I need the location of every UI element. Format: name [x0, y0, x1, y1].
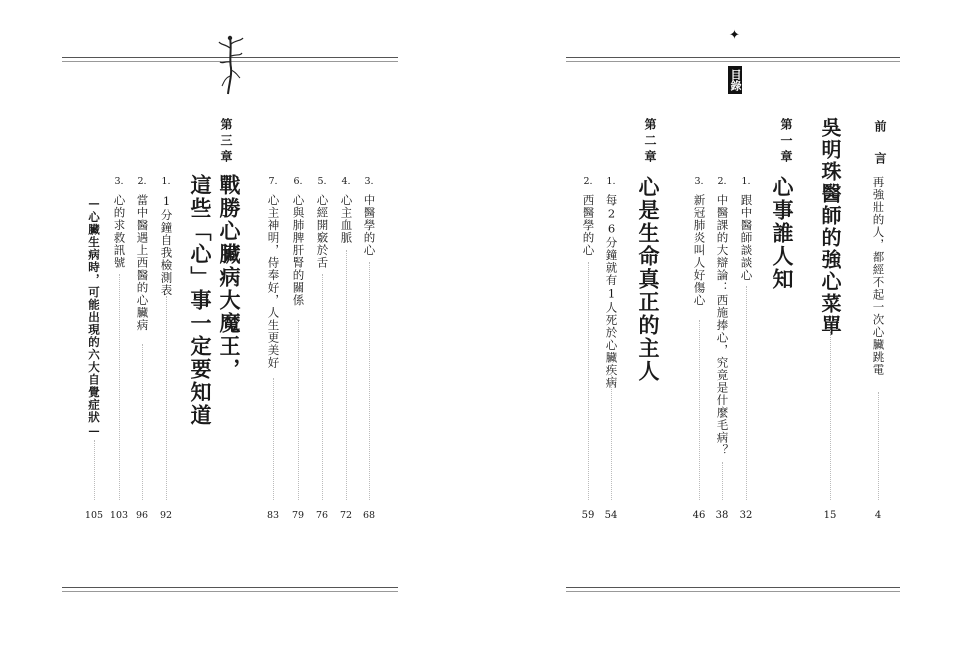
chapter3-label: 第三章 [219, 118, 233, 166]
entry-text[interactable]: 1分鐘自我檢測表 [159, 194, 174, 297]
bottom-rule [566, 587, 900, 588]
chapter2-label: 第二章 [643, 118, 657, 166]
leader-dots [746, 286, 747, 500]
intro-page: 15 [823, 510, 837, 521]
entry-index: 5. [317, 176, 327, 187]
leader-dots [722, 462, 723, 500]
intro-title[interactable]: 吳明珠醫師的強心菜單 [818, 117, 842, 337]
chapter3-title-line2: 這些「心」事一定要知道 [188, 174, 213, 427]
entry-text[interactable]: 當中醫遇上西醫的心臟病 [135, 194, 150, 332]
entry-text[interactable]: 每26分鐘就有1人死於心臟疾病 [604, 194, 619, 389]
entry-index: 3. [694, 176, 704, 187]
chapter3-title-line1: 戰勝心臟病大魔王， [217, 174, 242, 381]
entry-text[interactable]: 跟中醫師談談心 [739, 194, 754, 282]
entry-page: 92 [159, 510, 173, 521]
entry-index: 1. [161, 176, 171, 187]
leader-dots [878, 392, 879, 500]
herb-root-icon [216, 34, 246, 96]
preface-text[interactable]: 再強壯的人，都經不起一次心臟跳電 [871, 176, 886, 376]
entry-index: 3. [114, 176, 124, 187]
entry-index: 6. [293, 176, 303, 187]
leader-dots [588, 262, 589, 500]
entry-page: 72 [339, 510, 353, 521]
bottom-rule-thin [566, 591, 900, 592]
entry-page: 83 [266, 510, 280, 521]
entry-page: 96 [135, 510, 149, 521]
leader-dots [369, 262, 370, 500]
leader-dots [699, 320, 700, 500]
entry-text[interactable]: 中醫課的大辯論：西施捧心，究竟是什麼毛病？ [715, 194, 730, 457]
leader-dots [94, 440, 95, 500]
entry-index: 1. [606, 176, 616, 187]
leader-dots [273, 378, 274, 500]
entry-index: 2. [583, 176, 593, 187]
entry-index: 3. [364, 176, 374, 187]
entry-text[interactable]: 西醫學的心 [581, 194, 596, 257]
entry-text[interactable]: 心經開竅於舌 [315, 194, 330, 269]
entry-page: 76 [315, 510, 329, 521]
bottom-rule-thin [62, 591, 398, 592]
entry-page: 59 [581, 510, 595, 521]
entry-index: 1. [741, 176, 751, 187]
bottom-rule [62, 587, 398, 588]
diamond-icon: ✦ [729, 28, 740, 43]
leader-dots [830, 330, 831, 500]
leader-dots [298, 320, 299, 500]
entry-text[interactable]: 中醫學的心 [362, 194, 377, 257]
leader-dots [166, 296, 167, 500]
entry-index: 7. [268, 176, 278, 187]
entry-page: 46 [692, 510, 706, 521]
leader-dots [346, 250, 347, 500]
entry-page: 54 [604, 510, 618, 521]
entry-page: 38 [715, 510, 729, 521]
toc-badge: 目錄 [728, 66, 742, 94]
entry-page: 68 [362, 510, 376, 521]
preface-label: 前 言 [873, 120, 887, 168]
chapter1-title: 心事誰人知 [770, 176, 795, 291]
entry-index: 2. [717, 176, 727, 187]
symptom-box-title[interactable]: —心臟生病時，可能出現的六大自覺症狀— [87, 196, 101, 439]
entry-text[interactable]: 新冠肺炎叫人好傷心 [692, 194, 707, 307]
entry-text[interactable]: 心主神明，侍奉好，人生更美好 [266, 194, 281, 369]
chapter1-label: 第一章 [779, 118, 793, 166]
entry-page: 103 [109, 510, 129, 521]
symptom-box-page: 105 [84, 510, 104, 521]
preface-page: 4 [874, 510, 882, 521]
entry-text[interactable]: 心與肺脾肝腎的關係 [291, 194, 306, 307]
entry-page: 32 [739, 510, 753, 521]
chapter2-title: 心是生命真正的主人 [636, 176, 661, 383]
entry-text[interactable]: 心的求救訊號 [112, 194, 127, 269]
dash-left: — [87, 196, 101, 211]
leader-dots [611, 372, 612, 500]
entry-text[interactable]: 心主血脈 [339, 194, 354, 244]
entry-index: 2. [137, 176, 147, 187]
leader-dots [119, 274, 120, 500]
entry-page: 79 [291, 510, 305, 521]
entry-index: 4. [341, 176, 351, 187]
leader-dots [142, 344, 143, 500]
leader-dots [322, 274, 323, 500]
dash-right: — [87, 423, 101, 439]
top-rule-thin [566, 61, 900, 62]
top-rule [566, 57, 900, 58]
